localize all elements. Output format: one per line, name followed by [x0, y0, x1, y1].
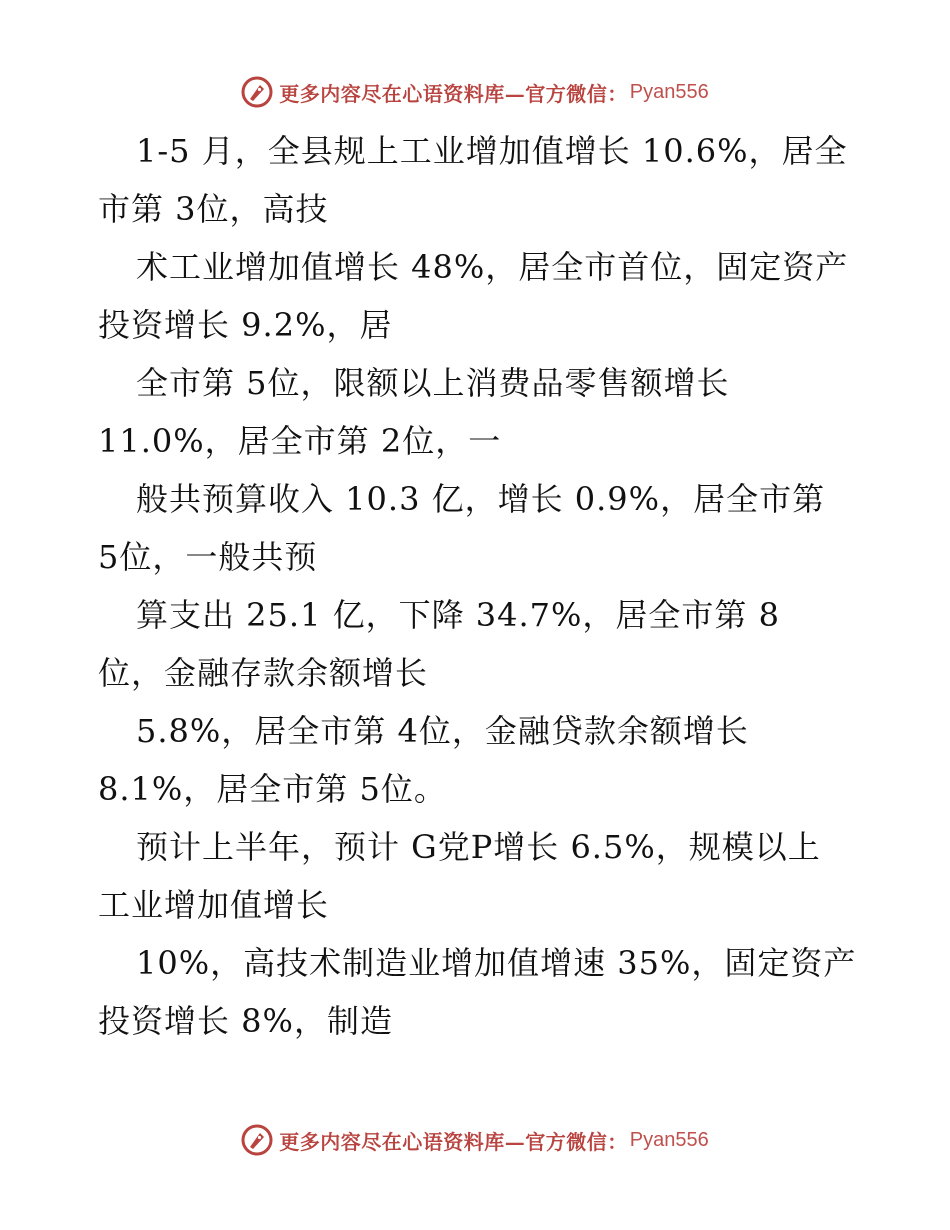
body-text-line: 全市第 5位，限额以上消费品零售额增长 [136, 364, 730, 402]
body-text-line: 投资增长 9.2%，居 [98, 306, 393, 344]
body-text-line: 般共预算收入 10.3 亿，增长 0.9%，居全市第 [136, 480, 826, 518]
header-banner [0, 72, 950, 112]
body-text-line: 10%，高技术制造业增加值增速 35%，固定资产 [136, 944, 857, 982]
pen-nib-logo-icon [241, 76, 273, 108]
body-text-line: 1-5 月，全县规上工业增加值增长 10.6%，居全 [136, 132, 848, 170]
footer-banner [0, 1120, 950, 1160]
body-text-line: 5.8%，居全市第 4位，金融贷款余额增长 [136, 712, 749, 750]
body-text-line: 市第 3位，高技 [98, 190, 329, 228]
pen-nib-logo-icon [241, 1124, 273, 1156]
banner-text: 更多内容尽在心语资料库—官方微信： [279, 81, 628, 106]
banner-text: 更多内容尽在心语资料库—官方微信： [279, 1129, 628, 1154]
banner-wechat-id: Pyan556 [629, 80, 709, 103]
body-text-line: 术工业增加值增长 48%，居全市首位，固定资产 [136, 248, 849, 286]
body-text-line: 5位，一般共预 [98, 538, 318, 576]
body-text-line: 8.1%，居全市第 5位。 [98, 770, 447, 808]
body-text-line: 算支出 25.1 亿，下降 34.7%，居全市第 8 [136, 596, 780, 634]
body-text-line: 投资增长 8%，制造 [98, 1002, 393, 1040]
document-body [98, 122, 868, 1050]
body-text-line: 位，金融存款余额增长 [98, 654, 429, 692]
banner-wechat-id: Pyan556 [629, 1128, 709, 1151]
body-text-line: 工业增加值增长 [98, 886, 330, 924]
body-text-line: 11.0%，居全市第 2位，一 [98, 422, 502, 460]
body-text-line: 预计上半年，预计 G党P增长 6.5%，规模以上 [136, 828, 821, 866]
